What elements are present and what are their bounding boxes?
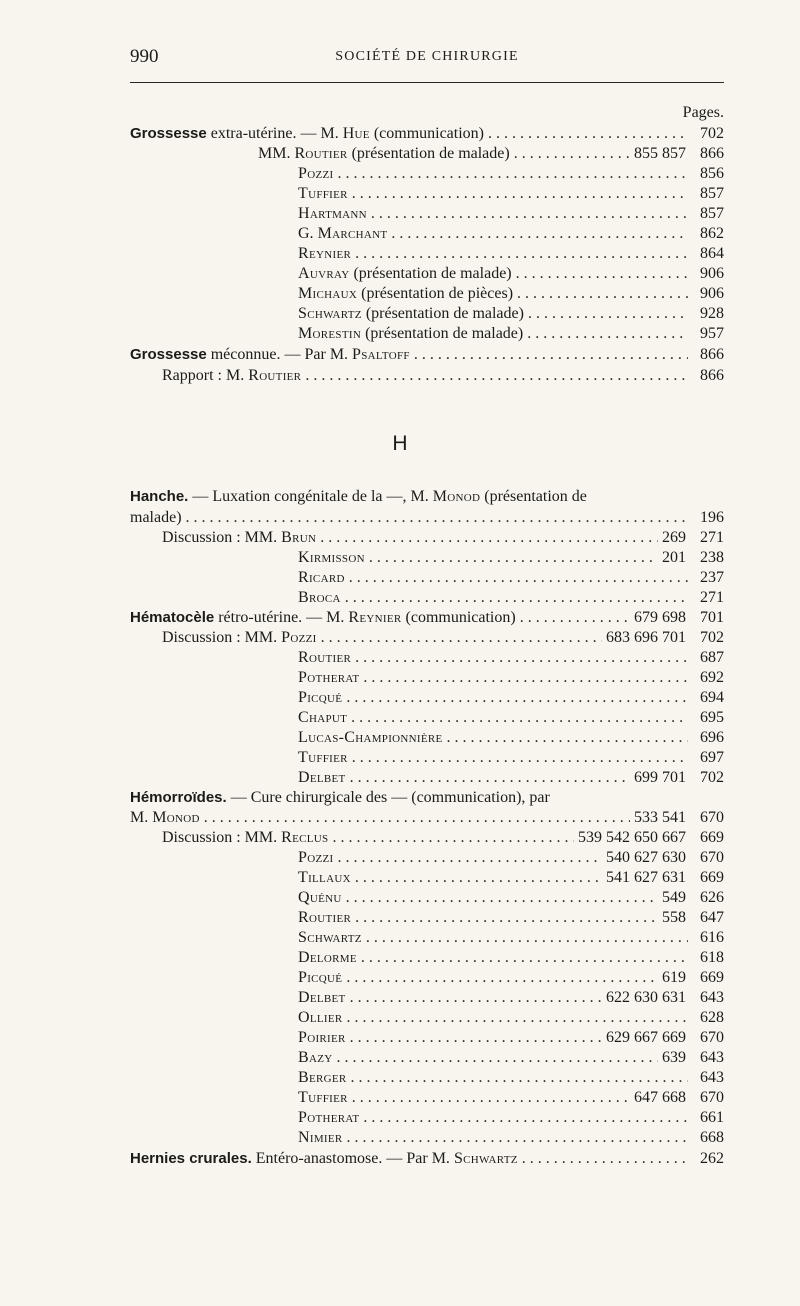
page-ref: 196 xyxy=(700,509,724,526)
additional-pages: 683 696 701 xyxy=(606,629,686,646)
dot-leader xyxy=(488,124,688,144)
entry-label xyxy=(298,908,351,928)
page-ref: 670 xyxy=(700,1089,724,1106)
index-entry xyxy=(298,284,724,304)
index-entry xyxy=(298,1028,724,1048)
dot-leader xyxy=(346,968,658,988)
additional-pages: 201 xyxy=(662,549,686,566)
dot-leader xyxy=(352,184,688,204)
index-entry xyxy=(298,1088,724,1108)
page-ref: 626 xyxy=(700,889,724,906)
page-ref: 669 xyxy=(700,969,724,986)
author-name: Poirier xyxy=(298,1029,346,1046)
dot-leader xyxy=(351,1068,688,1088)
page-ref: 670 xyxy=(700,1029,724,1046)
additional-pages: 269 xyxy=(662,529,686,546)
entry-label xyxy=(130,808,200,828)
author-name: Bazy xyxy=(298,1049,333,1066)
entry-text: MM. xyxy=(258,145,295,162)
dot-leader xyxy=(351,708,688,728)
page-ref: 857 xyxy=(700,205,724,222)
pages-column-label: Pages. xyxy=(682,104,724,121)
dot-leader xyxy=(186,508,688,528)
author-name: Tuffier xyxy=(298,1089,348,1106)
entry-text: M. xyxy=(130,809,153,826)
author-name: Schwartz xyxy=(298,929,362,946)
author-name: Routier xyxy=(298,649,352,666)
author-name: Ollier xyxy=(298,1009,343,1026)
index-entry xyxy=(298,668,724,688)
index-entry xyxy=(298,768,724,788)
index-entry xyxy=(162,828,724,848)
index-entry xyxy=(130,808,724,828)
index-entry xyxy=(162,528,724,548)
entry-text: (communication) xyxy=(401,609,516,626)
entry-label xyxy=(298,748,348,768)
entry-label xyxy=(298,184,348,204)
entry-label xyxy=(298,728,443,748)
entry-heading: Hémorroïdes. xyxy=(130,789,227,806)
entry-label xyxy=(298,284,513,304)
author-name: Berger xyxy=(298,1069,347,1086)
entry-label xyxy=(298,324,523,344)
page-ref: 668 xyxy=(700,1129,724,1146)
index-entry xyxy=(298,548,724,568)
dot-leader xyxy=(346,688,688,708)
dot-leader xyxy=(355,908,658,928)
author-name: Brun xyxy=(281,529,317,546)
dot-leader xyxy=(363,668,688,688)
dot-leader xyxy=(346,888,658,908)
index-entry xyxy=(298,908,724,928)
dot-leader xyxy=(350,768,630,788)
dot-leader xyxy=(355,648,688,668)
index-entry xyxy=(298,1068,724,1088)
index-entry xyxy=(298,1108,724,1128)
page-ref: 862 xyxy=(700,225,724,242)
dot-leader xyxy=(321,628,602,648)
index-entry xyxy=(162,366,724,386)
page-ref: 692 xyxy=(700,669,724,686)
page-ref: 271 xyxy=(700,589,724,606)
dot-leader xyxy=(522,1149,688,1169)
entry-label xyxy=(298,1088,348,1108)
dot-leader xyxy=(514,144,630,164)
entry-label xyxy=(258,144,510,164)
index-entry xyxy=(298,728,724,748)
additional-pages: 539 542 650 667 xyxy=(578,829,686,846)
index-entry xyxy=(298,948,724,968)
entry-text: G. xyxy=(298,225,318,242)
dot-leader xyxy=(336,1048,658,1068)
author-name: Routier xyxy=(298,909,352,926)
entry-label xyxy=(298,688,342,708)
index-entry xyxy=(298,184,724,204)
dot-leader xyxy=(361,948,688,968)
author-name: Broca xyxy=(298,589,341,606)
author-name: Psaltoff xyxy=(352,346,410,363)
dot-leader xyxy=(347,1128,688,1148)
page-ref: 628 xyxy=(700,1009,724,1026)
page-ref: 669 xyxy=(700,869,724,886)
entry-text: Discussion : MM. xyxy=(162,529,282,546)
additional-pages: 549 xyxy=(662,889,686,906)
page-ref: 618 xyxy=(700,949,724,966)
index-entry xyxy=(298,204,724,224)
entry-label xyxy=(130,608,516,628)
entry-text: (présentation de malade) xyxy=(361,305,524,322)
page-ref: 702 xyxy=(700,629,724,646)
entry-label xyxy=(298,164,333,184)
dot-leader xyxy=(447,728,688,748)
entry-text: Entéro-anastomose. — Par M. xyxy=(251,1150,454,1167)
author-name: Michaux xyxy=(298,285,358,302)
entry-text: (présentation de malade) xyxy=(361,325,524,342)
dot-leader xyxy=(349,568,688,588)
page-number: 990 xyxy=(130,46,159,67)
entry-label xyxy=(298,768,346,788)
entry-label xyxy=(298,304,524,324)
dot-leader xyxy=(345,588,688,608)
entry-text: (présentation de malade) xyxy=(347,145,510,162)
section-letter: H xyxy=(392,432,408,455)
additional-pages: 558 xyxy=(662,909,686,926)
page-ref: 701 xyxy=(700,609,724,626)
author-name: Reynier xyxy=(348,609,402,626)
author-name: Monod xyxy=(432,488,481,505)
page-ref: 670 xyxy=(700,809,724,826)
entry-text: méconnue. — Par M. xyxy=(206,346,353,363)
entry-label xyxy=(130,487,587,507)
entry-label xyxy=(162,828,328,848)
entry-label xyxy=(298,1108,359,1128)
dot-leader xyxy=(516,264,688,284)
page-ref: 694 xyxy=(700,689,724,706)
dot-leader xyxy=(517,284,688,304)
entry-label xyxy=(298,888,342,908)
index-entry xyxy=(298,988,724,1008)
author-name: Lucas-Championnière xyxy=(298,729,443,746)
index-entry xyxy=(162,628,724,648)
index-entry xyxy=(298,244,724,264)
dot-leader xyxy=(363,1108,688,1128)
entry-label xyxy=(298,1048,332,1068)
index-entry xyxy=(298,888,724,908)
page-ref: 262 xyxy=(700,1150,724,1167)
entry-label xyxy=(298,948,357,968)
entry-text: rétro-utérine. — M. xyxy=(214,609,349,626)
author-name: Tuffier xyxy=(298,185,348,202)
dot-leader xyxy=(350,988,602,1008)
entry-label xyxy=(162,628,317,648)
entry-label xyxy=(298,224,387,244)
index-entry xyxy=(298,688,724,708)
dot-leader xyxy=(528,304,688,324)
entry-label xyxy=(162,366,301,386)
page-ref: 866 xyxy=(700,367,724,384)
page-ref: 695 xyxy=(700,709,724,726)
author-name: Tuffier xyxy=(298,749,348,766)
page-ref: 866 xyxy=(700,346,724,363)
author-name: Reclus xyxy=(281,829,329,846)
additional-pages: 639 xyxy=(662,1049,686,1066)
index-entry xyxy=(130,608,724,628)
additional-pages: 533 541 xyxy=(634,809,686,826)
author-name: Quénu xyxy=(298,889,342,906)
dot-leader xyxy=(350,1028,602,1048)
page-ref: 702 xyxy=(700,125,724,142)
page-ref: 866 xyxy=(700,145,724,162)
author-name: Picqué xyxy=(298,969,343,986)
author-name: Morestin xyxy=(298,325,362,342)
entry-label xyxy=(298,568,345,588)
index-entry xyxy=(298,264,724,284)
entry-label xyxy=(298,1128,343,1148)
entry-heading: Grossesse xyxy=(130,346,207,363)
entry-text: — Luxation congénitale de la —, M. xyxy=(188,488,433,505)
entry-text: — Cure chirurgicale des — (communication), par xyxy=(226,789,550,806)
index-entry xyxy=(298,928,724,948)
index-entry xyxy=(298,1048,724,1068)
page-ref: 957 xyxy=(700,325,724,342)
author-name: Potherat xyxy=(298,1109,360,1126)
entry-label xyxy=(298,244,351,264)
author-name: Monod xyxy=(152,809,200,826)
entry-heading: Hanche. xyxy=(130,488,189,505)
dot-leader xyxy=(527,324,688,344)
entry-label xyxy=(298,968,342,988)
author-name: Kirmisson xyxy=(298,549,365,566)
author-name: Schwartz xyxy=(298,305,362,322)
entry-heading: Grossesse xyxy=(130,125,207,142)
page-ref: 696 xyxy=(700,729,724,746)
dot-leader xyxy=(347,1008,688,1028)
author-name: Marchant xyxy=(317,225,388,242)
index-entry xyxy=(298,868,724,888)
dot-leader xyxy=(337,164,688,184)
entry-text: malade) xyxy=(130,509,182,526)
entry-text: Discussion : MM. xyxy=(162,629,282,646)
index-entry xyxy=(130,487,724,507)
entry-text: (présentation de malade) xyxy=(349,265,512,282)
additional-pages: 540 627 630 xyxy=(606,849,686,866)
index-entry xyxy=(130,508,724,528)
page-ref: 670 xyxy=(700,849,724,866)
entry-heading: Hématocèle xyxy=(130,609,215,626)
index-entry xyxy=(298,568,724,588)
index-entry xyxy=(298,1008,724,1028)
index-entry xyxy=(298,968,724,988)
page-ref: 643 xyxy=(700,1069,724,1086)
entry-label xyxy=(298,1008,343,1028)
entry-label xyxy=(298,1028,346,1048)
author-name: Picqué xyxy=(298,689,343,706)
page-ref: 702 xyxy=(700,769,724,786)
author-name: Hartmann xyxy=(298,205,367,222)
author-name: Tillaux xyxy=(298,869,351,886)
author-name: Routier xyxy=(248,367,302,384)
page-ref: 928 xyxy=(700,305,724,322)
entry-label xyxy=(130,124,484,144)
page-ref: 906 xyxy=(700,285,724,302)
entry-text: extra-utérine. — M. xyxy=(206,125,343,142)
index-entry xyxy=(298,708,724,728)
entry-text: (communication) xyxy=(369,125,484,142)
entry-label xyxy=(298,668,359,688)
index-entry xyxy=(130,1149,724,1169)
author-name: Reynier xyxy=(298,245,352,262)
entry-label xyxy=(162,528,316,548)
additional-pages: 699 701 xyxy=(634,769,686,786)
author-name: Pozzi xyxy=(281,629,317,646)
author-name: Pozzi xyxy=(298,849,334,866)
index-entry xyxy=(298,848,724,868)
dot-leader xyxy=(332,828,574,848)
index-entry xyxy=(130,124,724,144)
index-entry xyxy=(130,788,724,808)
page-ref: 906 xyxy=(700,265,724,282)
page-ref: 647 xyxy=(700,909,724,926)
additional-pages: 541 627 631 xyxy=(606,869,686,886)
dot-leader xyxy=(204,808,630,828)
author-name: Schwartz xyxy=(453,1150,518,1167)
dot-leader xyxy=(320,528,658,548)
dot-leader xyxy=(352,748,688,768)
author-name: Delbet xyxy=(298,989,346,1006)
entry-label xyxy=(130,508,182,528)
index-entry xyxy=(298,304,724,324)
page-header xyxy=(130,46,724,70)
author-name: Ricard xyxy=(298,569,345,586)
page-ref: 661 xyxy=(700,1109,724,1126)
author-name: Hue xyxy=(342,125,370,142)
page-ref: 643 xyxy=(700,989,724,1006)
entry-text: Rapport : M. xyxy=(162,367,249,384)
page-ref: 237 xyxy=(700,569,724,586)
additional-pages: 629 667 669 xyxy=(606,1029,686,1046)
index-entry xyxy=(130,345,724,365)
entry-text: Discussion : MM. xyxy=(162,829,282,846)
entry-label xyxy=(298,928,362,948)
index-entry xyxy=(298,588,724,608)
dot-leader xyxy=(414,345,688,365)
dot-leader xyxy=(369,548,658,568)
entry-label xyxy=(298,988,346,1008)
page-ref: 643 xyxy=(700,1049,724,1066)
author-name: Auvray xyxy=(298,265,350,282)
index-entry xyxy=(298,648,724,668)
entry-label xyxy=(130,788,550,808)
author-name: Nimier xyxy=(298,1129,343,1146)
page-ref: 616 xyxy=(700,929,724,946)
author-name: Delbet xyxy=(298,769,346,786)
page-ref: 857 xyxy=(700,185,724,202)
header-rule xyxy=(130,82,724,83)
additional-pages: 855 857 xyxy=(634,145,686,162)
dot-leader xyxy=(355,868,602,888)
page-ref: 856 xyxy=(700,165,724,182)
entry-label xyxy=(298,708,347,728)
index-entry xyxy=(258,144,724,164)
additional-pages: 619 xyxy=(662,969,686,986)
dot-leader xyxy=(352,1088,630,1108)
index-entry xyxy=(298,224,724,244)
dot-leader xyxy=(520,608,630,628)
page-ref: 697 xyxy=(700,749,724,766)
dot-leader xyxy=(391,224,688,244)
dot-leader xyxy=(337,848,602,868)
entry-text: (présentation de pièces) xyxy=(357,285,514,302)
entry-label xyxy=(298,868,351,888)
author-name: Chaput xyxy=(298,709,348,726)
author-name: Potherat xyxy=(298,669,360,686)
dot-leader xyxy=(305,366,688,386)
author-name: Delorme xyxy=(298,949,357,966)
page-ref: 238 xyxy=(700,549,724,566)
additional-pages: 679 698 xyxy=(634,609,686,626)
author-name: Pozzi xyxy=(298,165,334,182)
dot-leader xyxy=(366,928,688,948)
additional-pages: 622 630 631 xyxy=(606,989,686,1006)
index-entry xyxy=(298,164,724,184)
index-entry xyxy=(298,1128,724,1148)
page-ref: 669 xyxy=(700,829,724,846)
index-entry xyxy=(298,324,724,344)
additional-pages: 647 668 xyxy=(634,1089,686,1106)
entry-label xyxy=(298,548,365,568)
entry-heading: Hernies crurales. xyxy=(130,1150,252,1167)
entry-label xyxy=(298,204,367,224)
entry-label xyxy=(298,264,512,284)
entry-label xyxy=(130,345,410,365)
running-title: SOCIÉTÉ DE CHIRURGIE xyxy=(335,49,519,64)
entry-label xyxy=(130,1149,518,1169)
dot-leader xyxy=(355,244,688,264)
page-ref: 864 xyxy=(700,245,724,262)
index-entry xyxy=(298,748,724,768)
entry-label xyxy=(298,588,341,608)
entry-text: (présentation de xyxy=(480,488,587,505)
entry-label xyxy=(298,648,351,668)
author-name: Routier xyxy=(294,145,348,162)
dot-leader xyxy=(371,204,688,224)
page-ref: 687 xyxy=(700,649,724,666)
page-ref: 271 xyxy=(700,529,724,546)
entry-label xyxy=(298,848,333,868)
entry-label xyxy=(298,1068,347,1088)
